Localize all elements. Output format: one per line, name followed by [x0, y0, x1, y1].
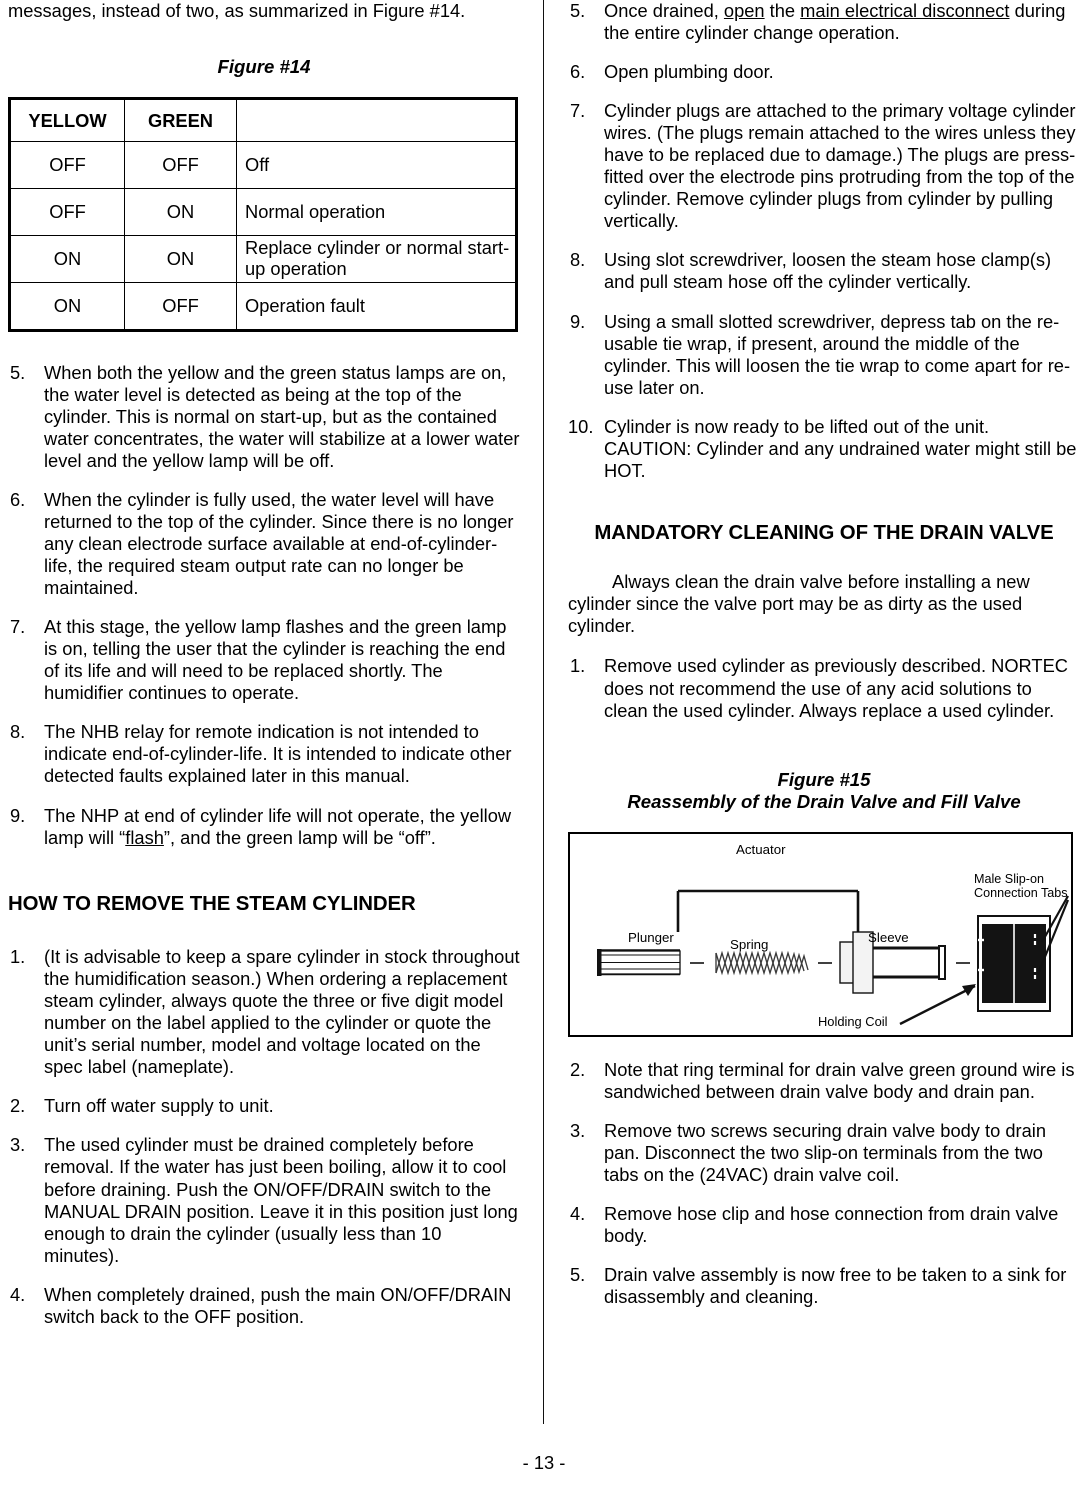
list-item-text: Using slot screwdriver, loosen the steam hose clamp(s) and pull steam hose off the cylinder vertically.: [604, 249, 1052, 293]
list-item-number: 5.: [570, 1264, 586, 1286]
list-item-number: 9.: [570, 310, 586, 332]
item5-part1: Once drained,: [604, 0, 724, 21]
list-item-text: Turn off water supply to unit.: [44, 1095, 274, 1117]
list-item: [568, 61, 1080, 83]
table-row: [10, 235, 517, 282]
list-item-number: 7.: [570, 100, 586, 122]
sleeve-part: [840, 929, 945, 993]
page-number: - 13 -: [522, 1452, 566, 1473]
list-item: [8, 1284, 520, 1328]
list-item-number: 5.: [570, 0, 586, 21]
figure15-caption-line1: Figure #15: [777, 768, 871, 790]
list-item-text: The used cylinder must be drained completely before removal. If the water has just been boiling, allow it to cool before draining. Push the ON/OFF/DRAIN switch to the MANUAL DRAIN position. Leave it in this position just long enough to drain the cylinder (usually less than 10 minutes).: [44, 1134, 518, 1266]
list-item-5: [568, 0, 1080, 44]
list-item-text: Remove hose clip and hose connection from drain valve body.: [604, 1203, 1059, 1247]
list-item: [8, 1095, 520, 1117]
list-item-number: 3.: [10, 1134, 26, 1156]
list-item-text: Open plumbing door.: [604, 61, 774, 83]
list-item: [568, 655, 1080, 721]
right-column: [568, 0, 1080, 1325]
cell-description: Replace cylinder or normal start-up operation: [237, 235, 517, 282]
spring-part: [716, 953, 808, 973]
figure14-caption: Figure #14: [217, 56, 311, 78]
spacer: [568, 1037, 1080, 1059]
list-item-number: 10.: [568, 415, 594, 437]
cleaning-intro-paragraph: Always clean the drain valve before installing a new cylinder since the valve port may be as dirty as the used cylinder.: [568, 571, 1030, 637]
list-item-text: Note that ring terminal for drain valve green ground wire is sandwiched between drain valve body and drain pan.: [604, 1058, 1075, 1102]
list-item: [568, 1120, 1080, 1186]
left-column: [8, 0, 520, 1345]
label-sleeve: Sleeve: [868, 929, 909, 945]
list-item: [568, 311, 1080, 399]
list-item: [8, 721, 520, 787]
spacer: [8, 332, 520, 362]
list-item: [8, 362, 520, 472]
list-item-number: 6.: [10, 488, 26, 510]
list-item-number: 4.: [10, 1283, 26, 1305]
list-item: [568, 416, 1080, 482]
plunger-part: [597, 949, 680, 976]
table-row: [10, 188, 517, 235]
item5-underlined-open: open: [723, 0, 765, 21]
label-holding-coil: Holding Coil: [818, 1013, 888, 1029]
list-item-number: 8.: [10, 721, 26, 743]
table-row: [10, 141, 517, 188]
table-header-green: GREEN: [125, 98, 237, 141]
list-item: [568, 249, 1080, 293]
label-actuator: Actuator: [736, 841, 786, 857]
table-header-row: [10, 98, 517, 141]
list-item: [568, 1264, 1080, 1308]
list-item: [8, 946, 520, 1078]
list-item-text: Cylinder plugs are attached to the primary voltage cylinder wires. (The plugs remain attached to the wires unless they have to be replaced due to damage.) The plugs are press-fitted over the electrode pins protruding from the top of the cylinder. Remove cylinder plugs from cylinder by pulling vertically.: [604, 100, 1076, 232]
list-item-number: 8.: [570, 249, 586, 271]
cell-yellow: ON: [10, 235, 125, 282]
list-item: [8, 616, 520, 704]
actuator-bracket: [678, 891, 858, 932]
cell-green: OFF: [125, 141, 237, 188]
list-item-number: 1.: [10, 946, 26, 968]
figure14-table: [8, 97, 518, 332]
table-header-description: [237, 98, 517, 141]
table-row: [10, 282, 517, 330]
drain-valve-assembly-diagram: [570, 834, 1070, 1034]
table-header-yellow: YELLOW: [10, 98, 125, 141]
label-male-slip-on-line2: Connection Tabs: [974, 885, 1068, 900]
holding-coil-arrow: [900, 984, 976, 1024]
cell-green: ON: [125, 235, 237, 282]
item5-part3: during the entire cylinder change operation.: [604, 0, 1066, 44]
spacer: [568, 814, 1080, 832]
label-plunger: Plunger: [628, 929, 674, 945]
list-item-9: [8, 805, 520, 849]
holding-coil-part: [978, 916, 1050, 1011]
list-item-number: 1.: [570, 655, 586, 677]
figure15-caption-line2: Reassembly of the Drain Valve and Fill Valve: [627, 791, 1021, 813]
cell-green: OFF: [125, 282, 237, 330]
list-item-number: 6.: [570, 61, 586, 83]
list-item-number: 2.: [10, 1095, 26, 1117]
list-item-text: Using a small slotted screwdriver, depress tab on the re-usable tie wrap, if present, around the middle of the cylinder. This will loosen the tie wrap to come apart for re-use later on.: [604, 310, 1071, 398]
heading-how-to-remove-steam-cylinder: HOW TO REMOVE THE STEAM CYLINDER: [8, 892, 416, 915]
list-item-number: 2.: [570, 1058, 586, 1080]
list-item-text: Remove used cylinder as previously described. NORTEC does not recommend the use of any acid solutions to clean the used cylinder. Always replace a used cylinder.: [604, 655, 1068, 721]
list-item: [8, 489, 520, 599]
label-spring: Spring: [730, 936, 769, 952]
spacer: [8, 22, 520, 56]
list-item-text: When completely drained, push the main ON/OFF/DRAIN switch back to the OFF position.: [44, 1283, 512, 1327]
list-item: [568, 1059, 1080, 1103]
item5-part2: the: [764, 0, 801, 21]
list-item-number: 3.: [570, 1120, 586, 1142]
heading-mandatory-cleaning-drain-valve: MANDATORY CLEANING OF THE DRAIN VALVE: [594, 521, 1054, 544]
cell-description: Normal operation: [237, 188, 517, 235]
list-item: [568, 100, 1080, 232]
spacer: [568, 545, 1080, 571]
list-item-number: 9.: [10, 804, 26, 826]
spacer: [568, 739, 1080, 769]
cell-yellow: ON: [10, 282, 125, 330]
list-item-text: At this stage, the yellow lamp flashes and the green lamp is on, telling the user that the cylinder is reaching the end of its life and will need to be replaced shortly. The humidifier continues to operate.: [44, 616, 507, 704]
list-item: [568, 1203, 1080, 1247]
label-male-slip-on-line1: Male Slip-on: [974, 871, 1044, 886]
list-item: [8, 1134, 520, 1266]
list-item-text: Drain valve assembly is now free to be taken to a sink for disassembly and cleaning.: [604, 1264, 1067, 1308]
cell-yellow: OFF: [10, 188, 125, 235]
list-item-number: 7.: [10, 616, 26, 638]
list-item-text: When both the yellow and the green status lamps are on, the water level is detected as being at the top of the cylinder. This is normal on start-up, but as the contained water concentrates, the water will stabilize at a lower water level and the yellow lamp will be off.: [44, 361, 520, 471]
item9-part2: ”, and the green lamp will be “off”.: [163, 826, 436, 848]
item9-underlined-flash: flash: [125, 826, 164, 848]
cell-yellow: OFF: [10, 141, 125, 188]
list-item-text: Cylinder is now ready to be lifted out of the unit. CAUTION: Cylinder and any undrained water might still be HOT.: [604, 415, 1077, 481]
spacer: [8, 916, 520, 946]
list-item-text: The NHB relay for remote indication is not intended to indicate end-of-cylinder-life. It is intended to indicate other detected faults explained later in this manual.: [44, 721, 512, 787]
cell-description: Off: [237, 141, 517, 188]
cell-description: Operation fault: [237, 282, 517, 330]
list-item-text: [604, 0, 1080, 44]
list-item-text: [44, 805, 520, 849]
intro-paragraph: messages, instead of two, as summarized in Figure #14.: [8, 0, 466, 21]
spacer: [568, 499, 1080, 521]
figure15-diagram: [568, 832, 1073, 1037]
cell-green: ON: [125, 188, 237, 235]
list-item-text: (It is advisable to keep a spare cylinder in stock throughout the humidification season.) When ordering a replacement steam cylinder, always quote the three or five digit model number on the label applied to the cylinder or quote the unit’s serial number, model and voltage located on the spec label (nameplate).: [44, 946, 520, 1078]
list-item-text: Remove two screws securing drain valve body to drain pan. Disconnect the two slip-on terminals from the two tabs on the (24VAC) drain valve coil.: [604, 1120, 1046, 1186]
list-item-number: 4.: [570, 1203, 586, 1225]
list-item-number: 5.: [10, 361, 26, 383]
list-item-text: When the cylinder is fully used, the water level will have returned to the top of the cylinder. Since there is no longer any clean electrode surface available at end-of-cylinder-life, the required steam output rate can no longer be maintained.: [44, 488, 514, 599]
item5-underlined-main-electrical-disconnect: main electrical disconnect: [800, 0, 1010, 21]
item9-part1: The NHP at end of cylinder life will not operate, the yellow lamp will “: [44, 804, 512, 848]
spacer: [8, 866, 520, 892]
spacer: [8, 79, 520, 97]
